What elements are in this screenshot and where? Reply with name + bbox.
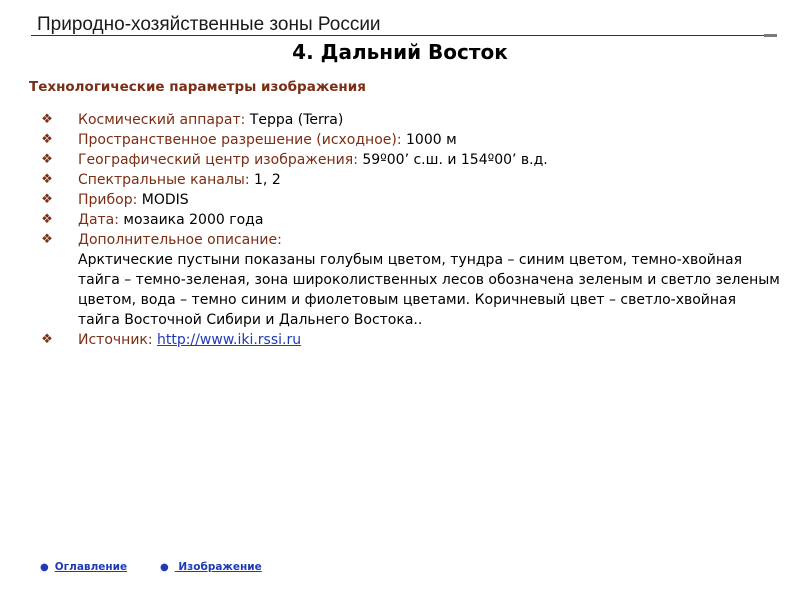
image-link-label: Изображение <box>174 561 262 573</box>
param-label: Спектральные каналы: <box>78 172 250 188</box>
diamond-bullet-icon: ❖ <box>41 232 53 247</box>
diamond-bullet-icon: ❖ <box>41 152 53 167</box>
param-label: Источник: <box>78 332 153 348</box>
diamond-bullet-icon: ❖ <box>41 192 53 207</box>
diamond-bullet-icon: ❖ <box>41 132 53 147</box>
param-instrument <box>40 190 780 210</box>
param-center <box>40 150 780 170</box>
header-divider <box>31 35 764 36</box>
param-channels <box>40 170 780 190</box>
param-spacecraft <box>40 110 780 130</box>
parameter-list <box>40 110 780 350</box>
param-date <box>40 210 780 230</box>
image-link[interactable] <box>160 561 262 573</box>
param-label: Пространственное разрешение (исходное): <box>78 132 402 148</box>
param-description <box>40 230 780 330</box>
param-source <box>40 330 780 350</box>
param-value: Терра (Terra) <box>245 112 344 128</box>
contents-link[interactable] <box>40 561 127 573</box>
footer-nav <box>0 561 800 577</box>
param-value: 1, 2 <box>249 172 281 188</box>
dot-icon: ● <box>160 562 169 573</box>
dot-icon: ● <box>40 562 49 573</box>
param-resolution <box>40 130 780 150</box>
diamond-bullet-icon: ❖ <box>41 172 53 187</box>
diamond-bullet-icon: ❖ <box>41 212 53 227</box>
diamond-bullet-icon: ❖ <box>41 112 53 127</box>
param-value: мозаика 2000 года <box>118 212 264 228</box>
param-label: Географический центр изображения: <box>78 152 358 168</box>
header-title: Природно-хозяйственные зоны России <box>37 14 381 35</box>
param-label: Космический аппарат: <box>78 112 246 128</box>
param-value: MODIS <box>137 192 189 208</box>
param-label: Прибор: <box>78 192 138 208</box>
slide-title: 4. Дальний Восток <box>292 40 508 64</box>
description-text: Арктические пустыни показаны голубым цветом, тундра – синим цветом, темно-хвойная тайга – темно-зеленая, зона широколиственных лесов обозначена зеленым и светло зеленым цветом, вода – темно синим и фиолетовым цветами. Коричневый цвет – светло-хвойная тайга Восточной Сибири и Дальнего Востока.. <box>78 252 780 328</box>
param-value: 1000 м <box>401 132 457 148</box>
contents-link-label: Оглавление <box>54 561 128 573</box>
param-label: Дата: <box>78 212 119 228</box>
param-label: Дополнительное описание: <box>78 232 282 248</box>
header-divider-end <box>764 34 777 37</box>
param-value: 59º00’ с.ш. и 154º00’ в.д. <box>357 152 548 168</box>
section-subtitle: Технологические параметры изображения <box>29 79 366 95</box>
diamond-bullet-icon: ❖ <box>41 332 53 347</box>
source-link[interactable]: http://www.iki.rssi.ru <box>157 332 302 348</box>
